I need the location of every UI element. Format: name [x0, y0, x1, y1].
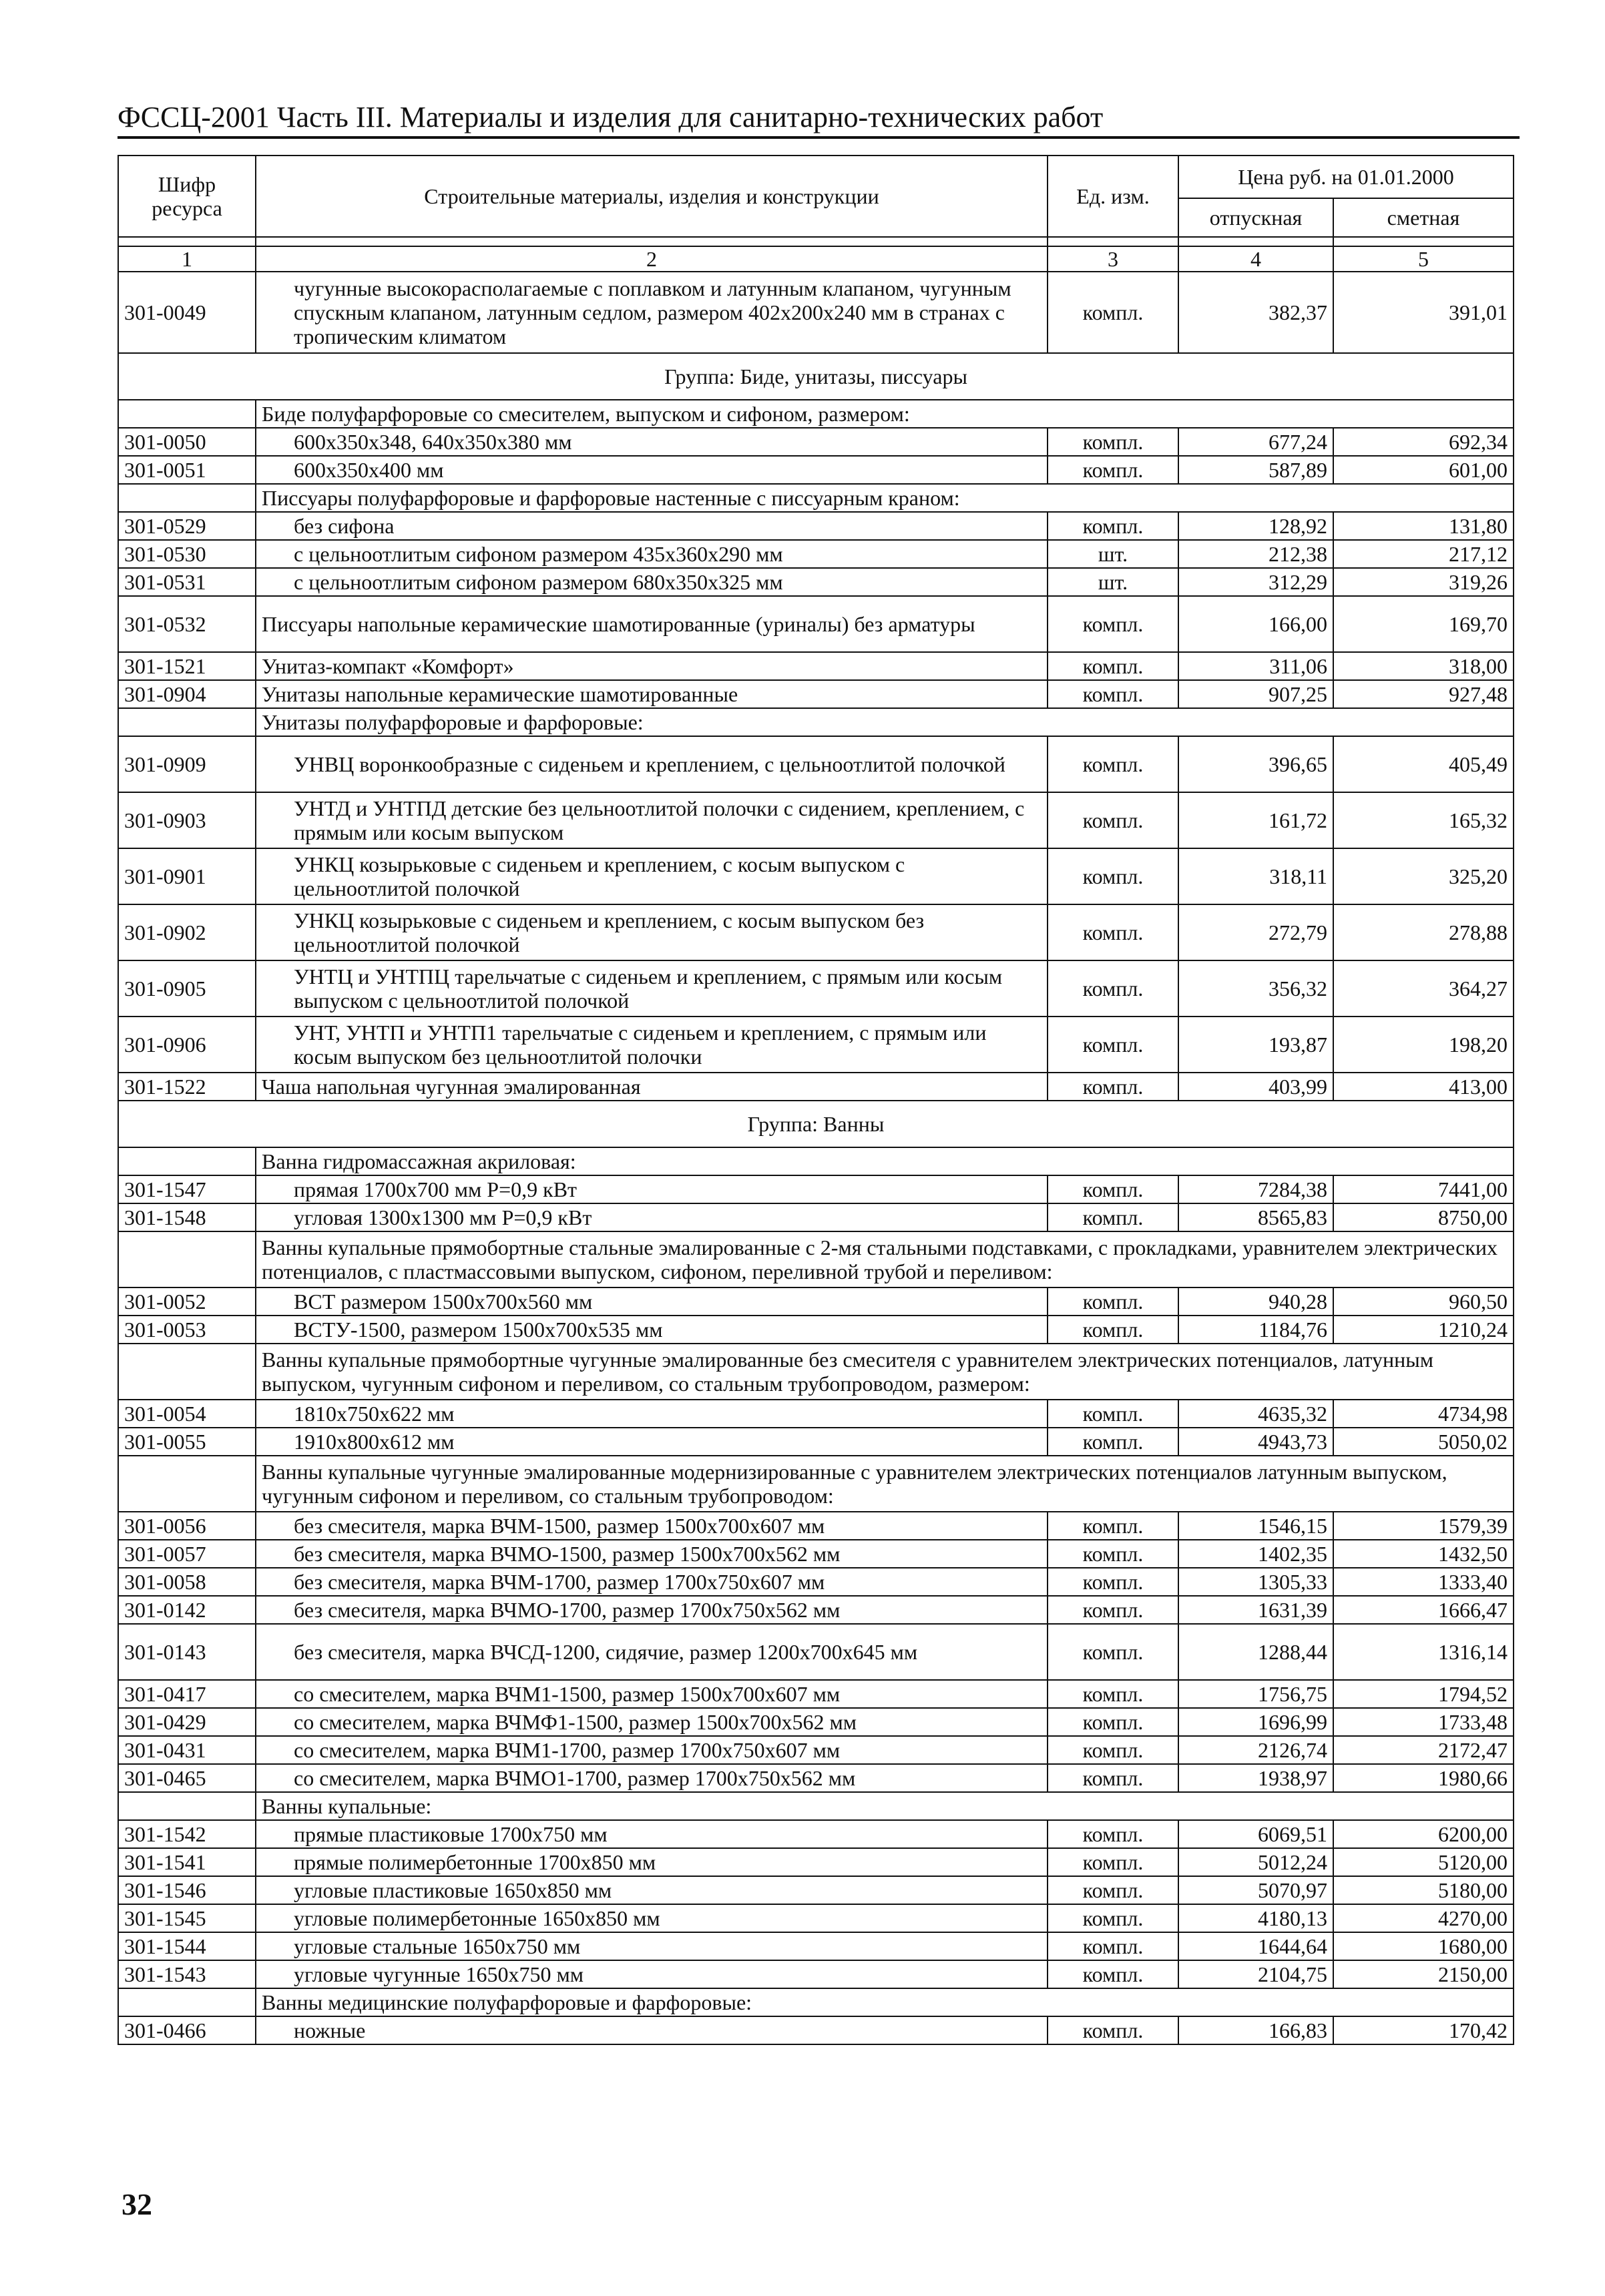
- table-row: [118, 1400, 1514, 1428]
- release-price: 1631,39: [1178, 1596, 1333, 1624]
- item-name: 600х350х400 мм: [256, 456, 1048, 484]
- item-name: 1910х800х612 мм: [256, 1428, 1048, 1456]
- release-price: 128,92: [1178, 512, 1333, 540]
- resource-code: 301-0052: [118, 1287, 256, 1316]
- release-price: 1305,33: [1178, 1568, 1333, 1596]
- table-row: [118, 1680, 1514, 1708]
- release-price: 1756,75: [1178, 1680, 1333, 1708]
- table-row: [118, 512, 1514, 540]
- release-price: 1546,15: [1178, 1512, 1333, 1540]
- resource-code: 301-0051: [118, 456, 256, 484]
- unit: компл.: [1048, 1624, 1178, 1680]
- header-gap: [118, 237, 1514, 246]
- item-name: ВСТ размером 1500х700х560 мм: [256, 1287, 1048, 1316]
- estimate-price: 169,70: [1333, 596, 1514, 652]
- release-price: 311,06: [1178, 652, 1333, 680]
- resource-code: 301-0909: [118, 736, 256, 792]
- table-row: [118, 848, 1514, 904]
- item-name: со смесителем, марка ВЧМ1-1700, размер 1700х750х607 мм: [256, 1736, 1048, 1764]
- group-heading-row: [118, 353, 1514, 400]
- item-name: со смесителем, марка ВЧМО1-1700, размер 1700х750х562 мм: [256, 1764, 1048, 1792]
- table-row: [118, 272, 1514, 353]
- table-row: [118, 1736, 1514, 1764]
- item-name: прямые полимербетонные 1700х850 мм: [256, 1848, 1048, 1876]
- item-name: угловые чугунные 1650х750 мм: [256, 1960, 1048, 1988]
- resource-code: 301-0465: [118, 1764, 256, 1792]
- resource-code: 301-1522: [118, 1073, 256, 1101]
- estimate-price: 131,80: [1333, 512, 1514, 540]
- unit: компл.: [1048, 1073, 1178, 1101]
- section-heading: Ванны купальные:: [256, 1792, 1514, 1820]
- item-name: со смесителем, марка ВЧМ1-1500, размер 1500х700х607 мм: [256, 1680, 1048, 1708]
- column-number: 3: [1048, 246, 1178, 272]
- unit: компл.: [1048, 1512, 1178, 1540]
- estimate-price: 165,32: [1333, 792, 1514, 848]
- release-price: 2104,75: [1178, 1960, 1333, 1988]
- estimate-price: 1666,47: [1333, 1596, 1514, 1624]
- table-row: [118, 680, 1514, 708]
- resource-code: 301-1545: [118, 1904, 256, 1932]
- release-price: 4635,32: [1178, 1400, 1333, 1428]
- unit: компл.: [1048, 1568, 1178, 1596]
- resource-code: 301-1543: [118, 1960, 256, 1988]
- table-row: [118, 1073, 1514, 1101]
- estimate-price: 692,34: [1333, 428, 1514, 456]
- unit: компл.: [1048, 456, 1178, 484]
- section-heading: Ванны купальные прямобортные чугунные эмалированные без смесителя с уравнителем электрических потенциалов, латунным выпуском, чугунным сифоном и переливом, со стальным трубопроводом, размером:: [256, 1344, 1514, 1400]
- estimate-price: 1210,24: [1333, 1316, 1514, 1344]
- estimate-price: 5180,00: [1333, 1876, 1514, 1904]
- estimate-price: 1333,40: [1333, 1568, 1514, 1596]
- release-price: 356,32: [1178, 960, 1333, 1017]
- estimate-price: 1733,48: [1333, 1708, 1514, 1736]
- release-price: 166,83: [1178, 2016, 1333, 2044]
- section-row: [118, 1147, 1514, 1175]
- section-heading: Ванны купальные чугунные эмалированные модернизированные с уравнителем электрических потенциалов латунным выпуском, чугунным сифоном и переливом, со стальным трубопроводом:: [256, 1456, 1514, 1512]
- unit: компл.: [1048, 596, 1178, 652]
- table-row: [118, 1512, 1514, 1540]
- unit: компл.: [1048, 428, 1178, 456]
- resource-code: 301-0531: [118, 568, 256, 596]
- estimate-price: 4270,00: [1333, 1904, 1514, 1932]
- resource-code: 301-0902: [118, 904, 256, 960]
- section-heading: Биде полуфарфоровые со смесителем, выпуском и сифоном, размером:: [256, 400, 1514, 428]
- item-name: угловые пластиковые 1650х850 мм: [256, 1876, 1048, 1904]
- table-row: [118, 736, 1514, 792]
- resource-code: 301-1547: [118, 1175, 256, 1203]
- resource-code: 301-1541: [118, 1848, 256, 1876]
- item-name: угловые стальные 1650х750 мм: [256, 1932, 1048, 1960]
- release-price: 5012,24: [1178, 1848, 1333, 1876]
- item-name: без сифона: [256, 512, 1048, 540]
- table-row: [118, 428, 1514, 456]
- table-row: [118, 652, 1514, 680]
- empty-cell: [118, 1456, 256, 1512]
- estimate-price: 2172,47: [1333, 1736, 1514, 1764]
- item-name: угловые полимербетонные 1650х850 мм: [256, 1904, 1048, 1932]
- unit: компл.: [1048, 1932, 1178, 1960]
- table-row: [118, 1287, 1514, 1316]
- table-row: [118, 540, 1514, 568]
- release-price: 161,72: [1178, 792, 1333, 848]
- release-price: 587,89: [1178, 456, 1333, 484]
- item-name: без смесителя, марка ВЧМО-1700, размер 1700х750х562 мм: [256, 1596, 1048, 1624]
- estimate-price: 5050,02: [1333, 1428, 1514, 1456]
- item-name: без смесителя, марка ВЧСД-1200, сидячие, размер 1200х700х645 мм: [256, 1624, 1048, 1680]
- item-name: УНТД и УНТПД детские без цельноотлитой полочки с сидением, креплением, с прямым или косым выпуском: [256, 792, 1048, 848]
- table-row: [118, 960, 1514, 1017]
- resource-code: 301-1546: [118, 1876, 256, 1904]
- resource-code: 301-0530: [118, 540, 256, 568]
- unit: компл.: [1048, 1820, 1178, 1848]
- release-price: 318,11: [1178, 848, 1333, 904]
- table-row: [118, 1316, 1514, 1344]
- release-price: 4180,13: [1178, 1904, 1333, 1932]
- item-name: чугунные высокорасполагаемые с поплавком и латунным клапаном, чугунным спускным клапаном, латунным седлом, размером 402х200х240 мм в странах с тропическим климатом: [256, 272, 1048, 353]
- section-row: [118, 1344, 1514, 1400]
- column-number: 5: [1333, 246, 1514, 272]
- release-price: 382,37: [1178, 272, 1333, 353]
- table-row: [118, 596, 1514, 652]
- estimate-price: 2150,00: [1333, 1960, 1514, 1988]
- item-name: без смесителя, марка ВЧМО-1500, размер 1500х700х562 мм: [256, 1540, 1048, 1568]
- estimate-price: 405,49: [1333, 736, 1514, 792]
- table-row: [118, 792, 1514, 848]
- table-row: [118, 1624, 1514, 1680]
- table-row: [118, 1596, 1514, 1624]
- unit: компл.: [1048, 904, 1178, 960]
- unit: компл.: [1048, 1876, 1178, 1904]
- column-number-row: [118, 246, 1514, 272]
- unit: компл.: [1048, 1736, 1178, 1764]
- estimate-price: 927,48: [1333, 680, 1514, 708]
- resource-code: 301-1544: [118, 1932, 256, 1960]
- estimate-price: 601,00: [1333, 456, 1514, 484]
- estimate-price: 1680,00: [1333, 1932, 1514, 1960]
- release-price: 2126,74: [1178, 1736, 1333, 1764]
- resource-code: 301-0049: [118, 272, 256, 353]
- unit: компл.: [1048, 1017, 1178, 1073]
- section-row: [118, 400, 1514, 428]
- section-row: [118, 708, 1514, 736]
- resource-code: 301-0532: [118, 596, 256, 652]
- resource-code: 301-1548: [118, 1203, 256, 1231]
- column-header-code: Шифр ресурса: [118, 156, 256, 237]
- estimate-price: 6200,00: [1333, 1820, 1514, 1848]
- empty-cell: [118, 1231, 256, 1287]
- page-header: ФССЦ-2001 Часть III. Материалы и изделия для санитарно-технических работ: [118, 100, 1520, 139]
- release-price: 1402,35: [1178, 1540, 1333, 1568]
- resource-code: 301-0417: [118, 1680, 256, 1708]
- estimate-price: 1316,14: [1333, 1624, 1514, 1680]
- group-heading: Группа: Биде, унитазы, писсуары: [118, 353, 1514, 400]
- estimate-price: 1432,50: [1333, 1540, 1514, 1568]
- unit: компл.: [1048, 736, 1178, 792]
- resource-code: 301-0431: [118, 1736, 256, 1764]
- unit: компл.: [1048, 2016, 1178, 2044]
- release-price: 396,65: [1178, 736, 1333, 792]
- resource-code: 301-0906: [118, 1017, 256, 1073]
- item-name: ножные: [256, 2016, 1048, 2044]
- table-row: [118, 1848, 1514, 1876]
- unit: компл.: [1048, 1848, 1178, 1876]
- release-price: 6069,51: [1178, 1820, 1333, 1848]
- estimate-price: 1980,66: [1333, 1764, 1514, 1792]
- unit: компл.: [1048, 1764, 1178, 1792]
- column-header-unit: Ед. изм.: [1048, 156, 1178, 237]
- table-row: [118, 568, 1514, 596]
- item-name: прямые пластиковые 1700х750 мм: [256, 1820, 1048, 1848]
- resource-code: 301-1542: [118, 1820, 256, 1848]
- empty-cell: [118, 708, 256, 736]
- resource-code: 301-0143: [118, 1624, 256, 1680]
- column-header-release: отпускная: [1178, 198, 1333, 237]
- column-number: 4: [1178, 246, 1333, 272]
- estimate-price: 4734,98: [1333, 1400, 1514, 1428]
- release-price: 1184,76: [1178, 1316, 1333, 1344]
- table-row: [118, 1428, 1514, 1456]
- column-number: 1: [118, 246, 256, 272]
- section-row: [118, 484, 1514, 512]
- resource-code: 301-0904: [118, 680, 256, 708]
- unit: компл.: [1048, 1708, 1178, 1736]
- table-row: [118, 1203, 1514, 1231]
- empty-cell: [118, 1344, 256, 1400]
- estimate-price: 413,00: [1333, 1073, 1514, 1101]
- item-name: без смесителя, марка ВЧМ-1700, размер 1700х750х607 мм: [256, 1568, 1048, 1596]
- table-row: [118, 1017, 1514, 1073]
- unit: компл.: [1048, 652, 1178, 680]
- estimate-price: 325,20: [1333, 848, 1514, 904]
- item-name: со смесителем, марка ВЧМФ1-1500, размер 1500х700х562 мм: [256, 1708, 1048, 1736]
- resource-code: 301-0903: [118, 792, 256, 848]
- empty-cell: [118, 1147, 256, 1175]
- estimate-price: 318,00: [1333, 652, 1514, 680]
- item-name: 1810х750х622 мм: [256, 1400, 1048, 1428]
- resource-code: 301-0466: [118, 2016, 256, 2044]
- column-header-name: Строительные материалы, изделия и конструкции: [256, 156, 1048, 237]
- unit: компл.: [1048, 680, 1178, 708]
- section-heading: Ванны купальные прямобортные стальные эмалированные с 2-мя стальными подставками, с прокладками, уравнителем электрических потенциалов, с пластмассовыми выпуском, сифоном, переливной трубой и переливом:: [256, 1231, 1514, 1287]
- item-name: УНТ, УНТП и УНТП1 тарельчатые с сиденьем и креплением, с прямым или косым выпуском без цельноотлитой полочки: [256, 1017, 1048, 1073]
- unit: компл.: [1048, 1680, 1178, 1708]
- resource-code: 301-0901: [118, 848, 256, 904]
- table-row: [118, 904, 1514, 960]
- release-price: 5070,97: [1178, 1876, 1333, 1904]
- table-row: [118, 1876, 1514, 1904]
- empty-cell: [118, 484, 256, 512]
- table-body: [118, 272, 1514, 2044]
- table-row: [118, 1708, 1514, 1736]
- table-row: [118, 1175, 1514, 1203]
- release-price: 7284,38: [1178, 1175, 1333, 1203]
- resource-code: 301-0054: [118, 1400, 256, 1428]
- resource-code: 301-0905: [118, 960, 256, 1017]
- release-price: 1696,99: [1178, 1708, 1333, 1736]
- resource-code: 301-0429: [118, 1708, 256, 1736]
- estimate-price: 278,88: [1333, 904, 1514, 960]
- resource-code: 301-0056: [118, 1512, 256, 1540]
- unit: компл.: [1048, 960, 1178, 1017]
- item-name: 600х350х348, 640х350х380 мм: [256, 428, 1048, 456]
- item-name: УНВЦ воронкообразные с сиденьем и креплением, с цельноотлитой полочкой: [256, 736, 1048, 792]
- column-header-estimate: сметная: [1333, 198, 1514, 237]
- item-name: с цельноотлитым сифоном размером 680х350х325 мм: [256, 568, 1048, 596]
- estimate-price: 364,27: [1333, 960, 1514, 1017]
- estimate-price: 391,01: [1333, 272, 1514, 353]
- section-row: [118, 1988, 1514, 2016]
- unit: компл.: [1048, 512, 1178, 540]
- item-name: Унитазы напольные керамические шамотированные: [256, 680, 1048, 708]
- table-row: [118, 1540, 1514, 1568]
- unit: компл.: [1048, 792, 1178, 848]
- item-name: Чаша напольная чугунная эмалированная: [256, 1073, 1048, 1101]
- resource-code: 301-0057: [118, 1540, 256, 1568]
- page-number: 32: [122, 2187, 152, 2221]
- group-heading-row: [118, 1101, 1514, 1147]
- section-heading: Ванны медицинские полуфарфоровые и фарфоровые:: [256, 1988, 1514, 2016]
- release-price: 166,00: [1178, 596, 1333, 652]
- unit: компл.: [1048, 1960, 1178, 1988]
- release-price: 677,24: [1178, 428, 1333, 456]
- estimate-price: 198,20: [1333, 1017, 1514, 1073]
- table-header-row: [118, 156, 1514, 198]
- table-row: [118, 456, 1514, 484]
- column-number: 2: [256, 246, 1048, 272]
- estimate-price: 170,42: [1333, 2016, 1514, 2044]
- unit: компл.: [1048, 1400, 1178, 1428]
- release-price: 940,28: [1178, 1287, 1333, 1316]
- release-price: 193,87: [1178, 1017, 1333, 1073]
- estimate-price: 960,50: [1333, 1287, 1514, 1316]
- group-heading: Группа: Ванны: [118, 1101, 1514, 1147]
- table-row: [118, 2016, 1514, 2044]
- release-price: 1938,97: [1178, 1764, 1333, 1792]
- empty-cell: [118, 1792, 256, 1820]
- item-name: ВСТУ-1500, размером 1500х700х535 мм: [256, 1316, 1048, 1344]
- column-header-price: Цена руб. на 01.01.2000: [1178, 156, 1514, 198]
- item-name: без смесителя, марка ВЧМ-1500, размер 1500х700х607 мм: [256, 1512, 1048, 1540]
- table-row: [118, 1960, 1514, 1988]
- estimate-price: 8750,00: [1333, 1203, 1514, 1231]
- unit: компл.: [1048, 1316, 1178, 1344]
- section-row: [118, 1456, 1514, 1512]
- table-row: [118, 1904, 1514, 1932]
- item-name: Унитаз-компакт «Комфорт»: [256, 652, 1048, 680]
- release-price: 212,38: [1178, 540, 1333, 568]
- unit: шт.: [1048, 540, 1178, 568]
- resource-code: 301-1521: [118, 652, 256, 680]
- section-row: [118, 1231, 1514, 1287]
- price-table: [118, 155, 1514, 2045]
- item-name: прямая 1700х700 мм Р=0,9 кВт: [256, 1175, 1048, 1203]
- empty-cell: [118, 1988, 256, 2016]
- release-price: 1644,64: [1178, 1932, 1333, 1960]
- section-row: [118, 1792, 1514, 1820]
- release-price: 1288,44: [1178, 1624, 1333, 1680]
- unit: компл.: [1048, 272, 1178, 353]
- section-heading: Писсуары полуфарфоровые и фарфоровые настенные с писсуарным краном:: [256, 484, 1514, 512]
- unit: компл.: [1048, 1175, 1178, 1203]
- section-heading: Ванна гидромассажная акриловая:: [256, 1147, 1514, 1175]
- table-row: [118, 1568, 1514, 1596]
- unit: компл.: [1048, 1287, 1178, 1316]
- item-name: УНКЦ козырьковые с сиденьем и креплением, с косым выпуском без цельноотлитой полочкой: [256, 904, 1048, 960]
- table-row: [118, 1820, 1514, 1848]
- estimate-price: 5120,00: [1333, 1848, 1514, 1876]
- resource-code: 301-0529: [118, 512, 256, 540]
- unit: компл.: [1048, 848, 1178, 904]
- estimate-price: 1579,39: [1333, 1512, 1514, 1540]
- item-name: с цельноотлитым сифоном размером 435х360х290 мм: [256, 540, 1048, 568]
- resource-code: 301-0050: [118, 428, 256, 456]
- release-price: 907,25: [1178, 680, 1333, 708]
- estimate-price: 217,12: [1333, 540, 1514, 568]
- estimate-price: 7441,00: [1333, 1175, 1514, 1203]
- release-price: 272,79: [1178, 904, 1333, 960]
- item-name: Писсуары напольные керамические шамотированные (уриналы) без арматуры: [256, 596, 1048, 652]
- section-heading: Унитазы полуфарфоровые и фарфоровые:: [256, 708, 1514, 736]
- resource-code: 301-0053: [118, 1316, 256, 1344]
- resource-code: 301-0058: [118, 1568, 256, 1596]
- unit: компл.: [1048, 1904, 1178, 1932]
- release-price: 403,99: [1178, 1073, 1333, 1101]
- empty-cell: [118, 400, 256, 428]
- estimate-price: 319,26: [1333, 568, 1514, 596]
- item-name: УНКЦ козырьковые с сиденьем и креплением, с косым выпуском с цельноотлитой полочкой: [256, 848, 1048, 904]
- item-name: УНТЦ и УНТПЦ тарельчатые с сиденьем и креплением, с прямым или косым выпуском с цельноотлитой полочкой: [256, 960, 1048, 1017]
- resource-code: 301-0055: [118, 1428, 256, 1456]
- release-price: 8565,83: [1178, 1203, 1333, 1231]
- release-price: 4943,73: [1178, 1428, 1333, 1456]
- unit: компл.: [1048, 1540, 1178, 1568]
- estimate-price: 1794,52: [1333, 1680, 1514, 1708]
- table-row: [118, 1932, 1514, 1960]
- release-price: 312,29: [1178, 568, 1333, 596]
- table-row: [118, 1764, 1514, 1792]
- unit: компл.: [1048, 1428, 1178, 1456]
- item-name: угловая 1300х1300 мм Р=0,9 кВт: [256, 1203, 1048, 1231]
- resource-code: 301-0142: [118, 1596, 256, 1624]
- unit: шт.: [1048, 568, 1178, 596]
- unit: компл.: [1048, 1596, 1178, 1624]
- unit: компл.: [1048, 1203, 1178, 1231]
